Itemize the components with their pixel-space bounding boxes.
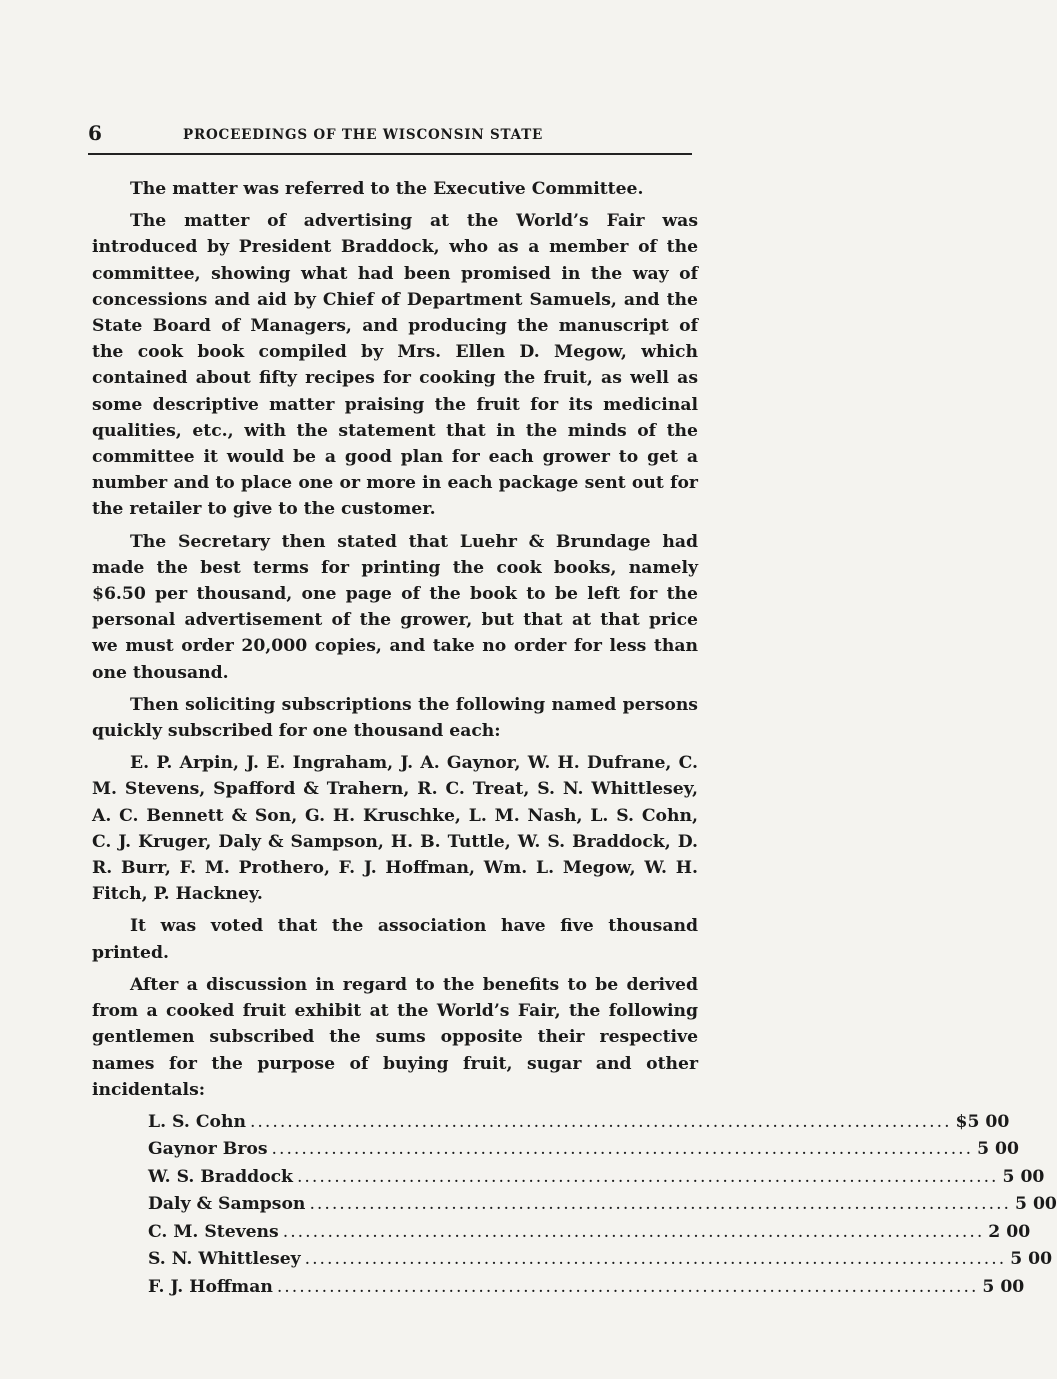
subscription-row [92, 1191, 1057, 1219]
subscriber-name: S. N. Whittlesey [148, 1249, 301, 1270]
subscriber-name: F. J. Hoffman [148, 1276, 273, 1297]
subscription-row [92, 1164, 1045, 1192]
page-number: 6 [88, 121, 102, 145]
page-header [88, 121, 693, 151]
subscription-row [92, 1219, 1031, 1247]
subscription-row [92, 1274, 1025, 1302]
subscription-row [92, 1136, 1019, 1164]
paragraph-subscriber-names: E. P. Arpin, J. E. Ingraham, J. A. Gaynor, W. H. Dufrane, C. M. Stevens, Spafford & Trahern, R. C. Treat, S. N. Whittlesey, A. C. Bennett & Son, G. H. Kruschke, L. M. Nash, L. S. Cohn, C. J. Kruger, Daly & Sampson, H. B. Tuttle, W. S. Braddock, D. R. Burr, F. M. Prothero, F. J. Hoffman, Wm. L. Megow, W. H. Fitch, P. Hackney. [92, 753, 698, 905]
paragraph-soliciting: Then soliciting subscriptions the following named persons quickly subscribed for one thousand each: [92, 694, 698, 742]
subscription-row [92, 1246, 1053, 1274]
subscription-row [92, 1109, 1010, 1137]
dot-leader: .............................................................................................. [271, 1139, 974, 1160]
subscription-list [92, 1109, 1057, 1302]
subscription-amount: 2 00 [988, 1221, 1031, 1242]
subscription-amount: 5 00 [977, 1139, 1019, 1160]
subscription-amount: 5 00 [1002, 1166, 1045, 1187]
paragraph-exhibit: After a discussion in regard to the benefits to be derived from a cooked fruit exhibit at the World’s Fair, the following gentlemen subscribed the sums opposite their respective names for the purpose of buying fruit, sugar and other incidentals: [92, 974, 698, 1100]
subscriber-name: W. S. Braddock [148, 1166, 293, 1187]
dot-leader: .............................................................................................. [249, 1111, 952, 1132]
page-body [92, 176, 1057, 1301]
paragraph-advertising: The matter of advertising at the World’s Fair was introduced by President Braddock, who as a member of the committee, showing what had been promised in the way of concessions and aid by Chief of Department Samuels, and the State Board of Managers, and producing the manuscript of the cook book compiled by Mrs. Ellen D. Megow, which contained about fifty recipes for cooking the fruit, as well as some descriptive matter praising the fruit for its medicinal qualities, etc., with the statement that in the minds of the committee it would be a good plan for each grower to get a number and to place one or more in each package sent out for the retailer to give to the customer. [92, 211, 698, 520]
dot-leader: .............................................................................................. [282, 1221, 985, 1242]
subscriber-name: Gaynor Bros [148, 1139, 268, 1160]
subscription-amount: $5 00 [955, 1111, 1010, 1132]
paragraph-vote: It was voted that the association have five thousand printed. [92, 916, 698, 963]
header-rule [88, 153, 692, 155]
subscription-amount: 5 00 [1015, 1194, 1057, 1215]
paragraph-referral: The matter was referred to the Executive Committee. [130, 179, 644, 199]
paragraph-printing-terms: The Secretary then stated that Luehr & Brundage had made the best terms for printing the cook books, namely $6.50 per thousand, one page of the book to be left for the personal advertisement of the grower, but that at that price we must order 20,000 copies, and take no order for less than one thousand. [92, 531, 698, 683]
running-head: PROCEEDINGS OF THE WISCONSIN STATE [183, 127, 544, 143]
subscriber-name: L. S. Cohn [148, 1111, 246, 1132]
dot-leader: .............................................................................................. [296, 1166, 999, 1187]
subscription-amount: 5 00 [982, 1276, 1025, 1297]
dot-leader: .............................................................................................. [276, 1276, 979, 1297]
subscriber-name: Daly & Sampson [148, 1194, 306, 1215]
subscription-amount: 5 00 [1010, 1249, 1053, 1270]
dot-leader: .............................................................................................. [304, 1249, 1007, 1270]
dot-leader: .............................................................................................. [309, 1194, 1011, 1215]
subscriber-name: C. M. Stevens [148, 1221, 279, 1242]
